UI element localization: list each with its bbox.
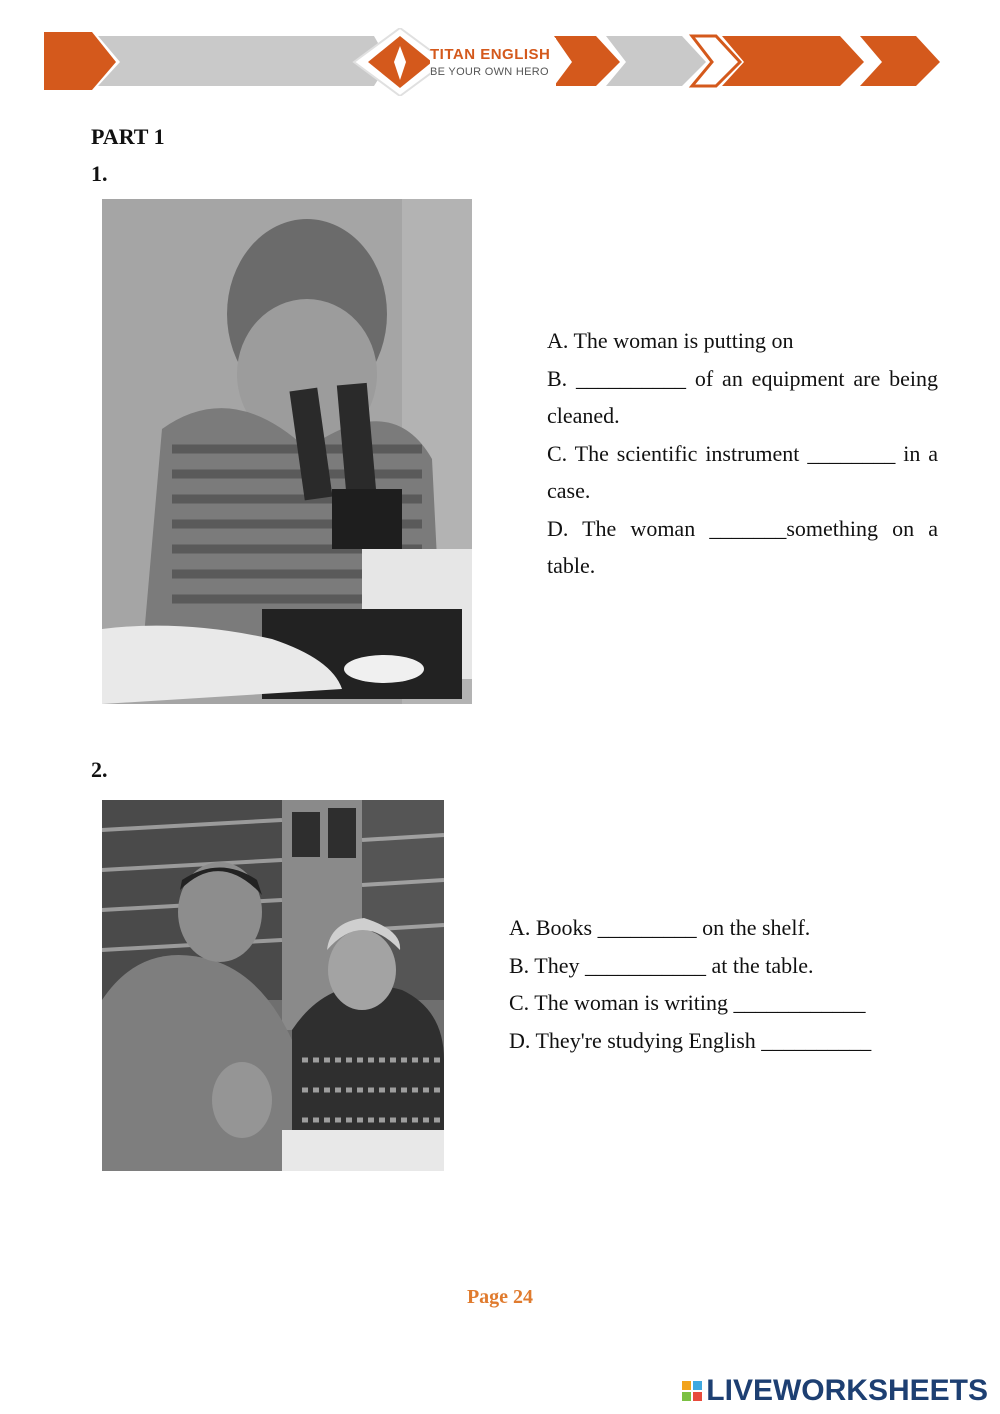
footer-brand-text: LIVEWORKSHEETS	[706, 1374, 988, 1407]
page-number: Page 24	[466, 1286, 534, 1308]
option-1d: D. The woman _______something on a table.	[547, 515, 938, 578]
option-2a: A. Books _________ on the shelf.	[509, 915, 811, 940]
option-2d: D. They're studying English __________	[509, 1027, 872, 1053]
liveworksheets-logo-icon	[682, 1381, 702, 1401]
question-2-options	[509, 909, 949, 1059]
part-title: PART 1	[91, 124, 165, 149]
option-1c: C. The scientific instrument ________ in a case.	[547, 440, 938, 503]
option-1b: B. __________ of an equipment are being cleaned.	[547, 365, 938, 428]
option-2b: B. They ___________ at the table.	[509, 952, 814, 978]
library-study-photo	[102, 800, 444, 1171]
footer-brand[interactable]	[682, 1374, 988, 1408]
woman-microscope-photo	[102, 199, 472, 704]
brand-title: TITAN ENGLISH	[430, 46, 551, 63]
question-1-options	[547, 322, 938, 585]
option-1a: A. The woman is putting on	[547, 328, 794, 353]
question-number-1: 1.	[91, 161, 108, 186]
brand-tagline: BE YOUR OWN HERO	[430, 66, 549, 78]
question-number-2: 2.	[91, 757, 108, 782]
option-2c: C. The woman is writing ____________	[509, 990, 866, 1015]
